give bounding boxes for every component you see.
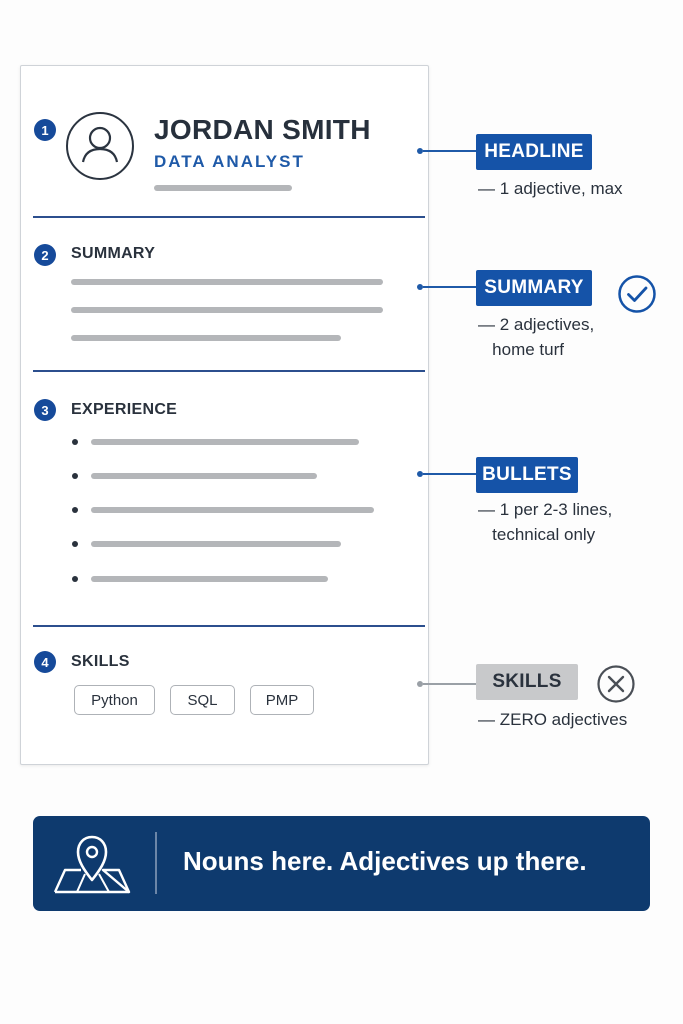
placeholder-line — [71, 279, 383, 285]
banner-text: Nouns here. Adjectives up there. — [183, 846, 587, 876]
tag-summary: SUMMARY — [476, 270, 592, 306]
placeholder-line — [154, 185, 292, 191]
connector-line — [423, 286, 476, 288]
placeholder-line — [71, 307, 383, 313]
bullet-dot — [72, 439, 78, 445]
bullet-dot — [72, 541, 78, 547]
section-number-1: 1 — [34, 119, 56, 141]
section-number-2: 2 — [34, 244, 56, 266]
map-pin-icon — [51, 830, 133, 896]
section-title-experience: EXPERIENCE — [71, 401, 178, 418]
tag-skills: SKILLS — [476, 664, 578, 700]
avatar-icon — [66, 112, 134, 180]
skill-tag-python: Python — [74, 685, 155, 715]
placeholder-line — [71, 335, 341, 341]
section-number-4: 4 — [34, 651, 56, 673]
tag-headline: HEADLINE — [476, 134, 592, 170]
placeholder-line — [91, 439, 359, 445]
bullet-dot — [72, 507, 78, 513]
tag-bullets: BULLETS — [476, 457, 578, 493]
note-skills: — ZERO adjectives — [478, 710, 628, 729]
candidate-role: DATA ANALYST — [154, 152, 305, 171]
section-number-3: 3 — [34, 399, 56, 421]
section-divider — [33, 370, 425, 372]
section-title-skills: SKILLS — [71, 653, 130, 670]
placeholder-line — [91, 576, 328, 582]
section-title-summary: SUMMARY — [71, 245, 156, 262]
placeholder-line — [91, 507, 374, 513]
note-headline: — 1 adjective, max — [478, 179, 623, 198]
banner-divider — [155, 832, 157, 894]
cross-icon — [596, 664, 636, 704]
bottom-banner — [33, 816, 650, 911]
connector-line — [423, 473, 476, 475]
connector-line — [423, 683, 476, 685]
placeholder-line — [91, 473, 317, 479]
section-divider — [33, 216, 425, 218]
section-divider — [33, 625, 425, 627]
note-bullets: — 1 per 2-3 lines, technical only — [478, 500, 613, 544]
note-summary: — 2 adjectives, home turf — [478, 315, 595, 359]
placeholder-line — [91, 541, 341, 547]
bullet-dot — [72, 473, 78, 479]
skill-tag-pmp: PMP — [250, 685, 314, 715]
connector-line — [423, 150, 476, 152]
bullet-dot — [72, 576, 78, 582]
skill-tag-sql: SQL — [170, 685, 235, 715]
check-icon — [617, 274, 657, 314]
resume-card — [20, 65, 429, 765]
candidate-name: JORDAN SMITH — [154, 114, 371, 145]
